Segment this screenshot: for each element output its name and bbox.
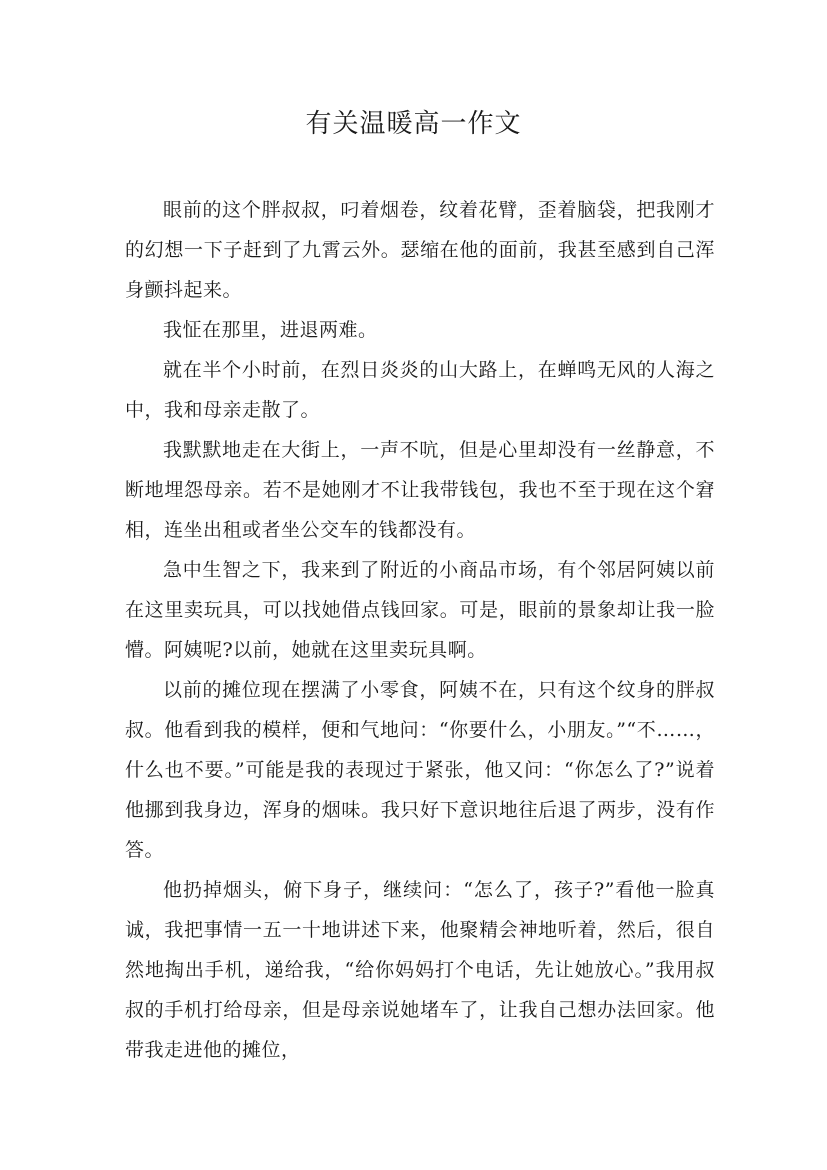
paragraph-4: 我默默地走在大街上，一声不吭，但是心里却没有一丝静意，不断地埋怨母亲。若不是她刚才不让我带钱包，我也不至于现在这个窘相，连坐出租或者坐公交车的钱都没有。 [125, 439, 715, 541]
paragraph-3: 就在半个小时前，在烈日炎炎的山大路上，在蝉鸣无风的人海之中，我和母亲走散了。 [125, 359, 715, 421]
essay-body [125, 190, 715, 1070]
paragraph-7: 他扔掉烟头，俯下身子，继续问：“怎么了，孩子?”看他一脸真诚，我把事情一五一十地讲述下来，他聚精会神地听着，然后，很自然地掏出手机，递给我，“给你妈妈打个电话，先让她放心。”我用叔叔的手机打给母亲，但是母亲说她堵车了，让我自己想办法回家。他带我走进他的摊位， [125, 879, 715, 1061]
paragraph-1: 眼前的这个胖叔叔，叼着烟卷，纹着花臂，歪着脑袋，把我刚才的幻想一下子赶到了九霄云外。瑟缩在他的面前，我甚至感到自己浑身颤抖起来。 [125, 199, 715, 301]
paragraph-6: 以前的摊位现在摆满了小零食，阿姨不在，只有这个纹身的胖叔叔。他看到我的模样，便和气地问：“你要什么，小朋友。”“不……，什么也不要。”可能是我的表现过于紧张，他又问：“你怎么了?”说着他挪到我身边，浑身的烟味。我只好下意识地往后退了两步，没有作答。 [125, 679, 715, 861]
essay-title: 有关温暖高一作文 [305, 109, 522, 139]
paragraph-5: 急中生智之下，我来到了附近的小商品市场，有个邻居阿姨以前在这里卖玩具，可以找她借点钱回家。可是，眼前的景象却让我一脸懵。阿姨呢?以前，她就在这里卖玩具啊。 [125, 559, 715, 661]
paragraph-2: 我怔在那里，进退两难。 [163, 319, 378, 341]
